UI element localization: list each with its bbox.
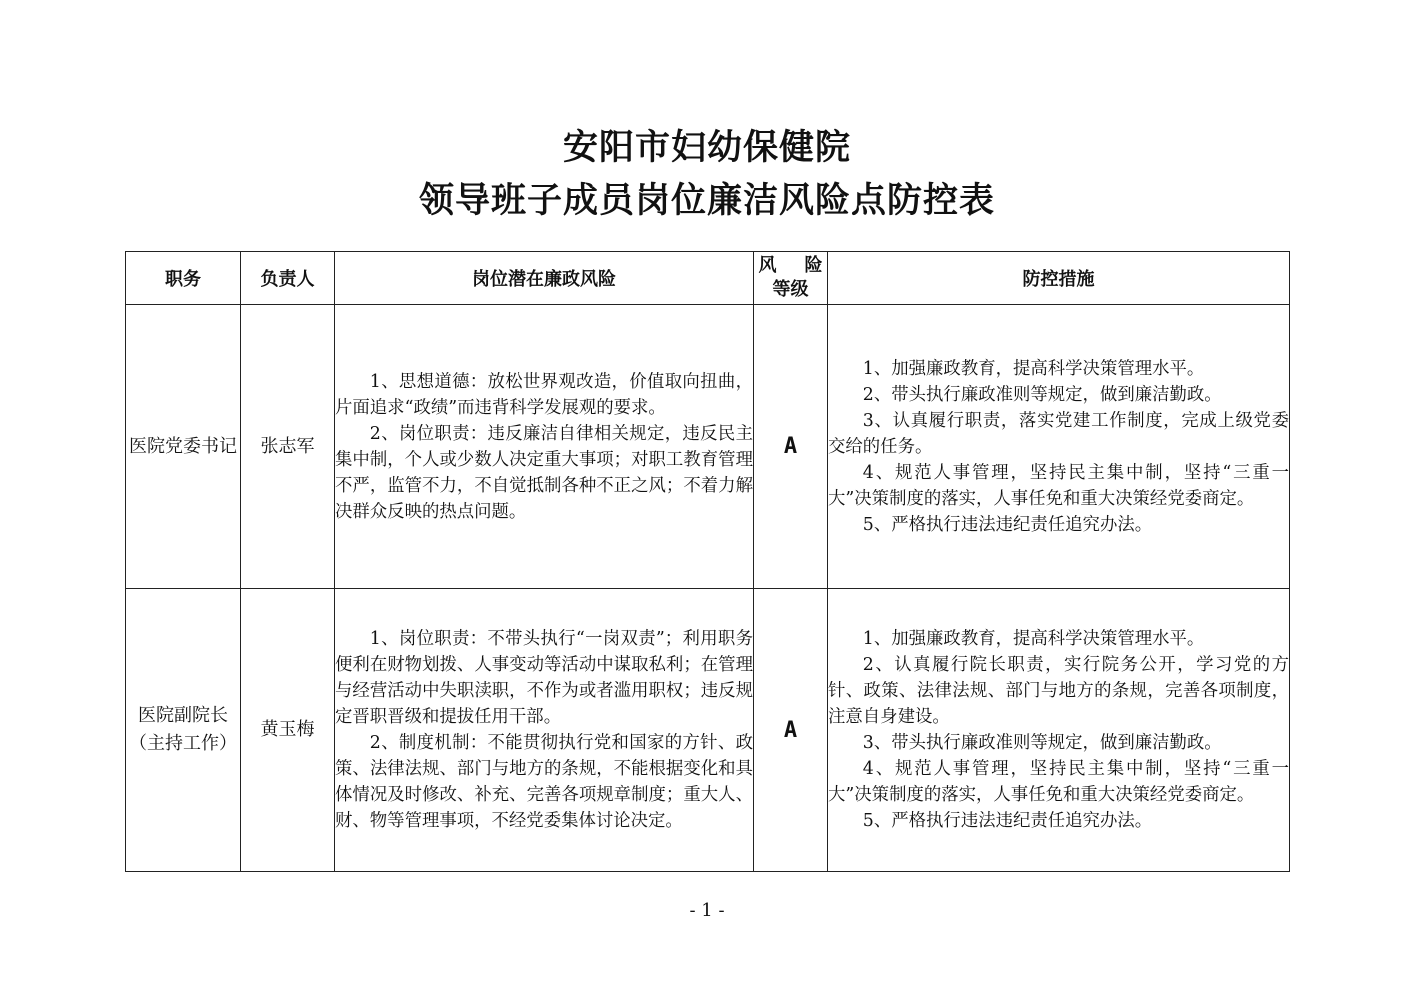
risk-item: 2、制度机制：不能贯彻执行党和国家的方针、政策、法律法规、部门与地方的条规，不能根据变化和具体情况及时修改、补充、完善各项规章制度；重大人、财、物等管理事项，不经党委集体讨论决定。	[335, 733, 753, 831]
cell-risks	[335, 305, 754, 589]
risk-item: 2、岗位职责：违反廉洁自律相关规定，违反民主集中制，个人或少数人决定重大事项；对职工教育管理不严，监管不力，不自觉抵制各种不正之风；不着力解决群众反映的热点问题。	[335, 423, 753, 522]
measure-item: 5、严格执行违法违纪责任追究办法。	[862, 514, 1153, 535]
cell-risks	[335, 589, 754, 872]
header-risk-level-line2: 等级	[772, 279, 809, 300]
risk-control-table	[125, 251, 1290, 872]
cell-risk-level: A	[754, 589, 828, 872]
cell-measures	[828, 305, 1290, 589]
measure-item: 3、认真履行职责，落实党建工作制度，完成上级党委交给的任务。	[828, 410, 1289, 457]
table-row	[126, 589, 1290, 872]
risk-item: 1、思想道德：放松世界观改造，价值取向扭曲，片面追求“政绩”而违背科学发展观的要求。	[335, 371, 753, 418]
measure-item: 5、严格执行违法违纪责任追究办法。	[862, 811, 1153, 831]
measure-item: 3、带头执行廉政准则等规定，做到廉洁勤政。	[862, 733, 1222, 753]
measure-item: 4、规范人事管理，坚持民主集中制，坚持“三重一大”决策制度的落实，人事任免和重大决策经党委商定。	[828, 462, 1289, 509]
cell-person: 黄玉梅	[241, 589, 335, 872]
risk-item: 1、岗位职责：不带头执行“一岗双责”；利用职务便利在财物划拨、人事变动等活动中谋取私利；在管理与经营活动中失职渎职，不作为或者滥用职权；违反规定晋职晋级和提拔任用干部。	[335, 629, 753, 727]
page-number: - 1 -	[689, 900, 725, 921]
header-person: 负责人	[241, 252, 335, 305]
cell-position: 医院副院长（主持工作）	[126, 589, 241, 872]
header-risk-level	[754, 252, 828, 305]
header-risks: 岗位潜在廉政风险	[335, 252, 754, 305]
header-position: 职务	[126, 252, 241, 305]
table-header-row	[126, 252, 1290, 305]
document-title: 安阳市妇幼保健院	[562, 127, 851, 168]
cell-person: 张志军	[241, 305, 335, 589]
document-subtitle: 领导班子成员岗位廉洁风险点防控表	[418, 180, 995, 221]
measure-item: 2、认真履行院长职责，实行院务公开，学习党的方针、政策、法律法规、部门与地方的条规，完善各项制度，注意自身建设。	[828, 655, 1289, 727]
header-measures: 防控措施	[828, 252, 1290, 305]
header-risk-level-part2: 险	[804, 255, 823, 276]
header-risk-level-part1: 风	[758, 255, 777, 276]
cell-position: 医院党委书记	[126, 305, 241, 589]
cell-risk-level: A	[754, 305, 828, 589]
measure-item: 2、带头执行廉政准则等规定，做到廉洁勤政。	[862, 384, 1222, 405]
measure-item: 1、加强廉政教育，提高科学决策管理水平。	[862, 629, 1205, 649]
measure-item: 1、加强廉政教育，提高科学决策管理水平。	[862, 358, 1205, 379]
cell-measures	[828, 589, 1290, 872]
measure-item: 4、规范人事管理，坚持民主集中制，坚持“三重一大”决策制度的落实，人事任免和重大决策经党委商定。	[828, 759, 1289, 805]
table-row	[126, 305, 1290, 589]
